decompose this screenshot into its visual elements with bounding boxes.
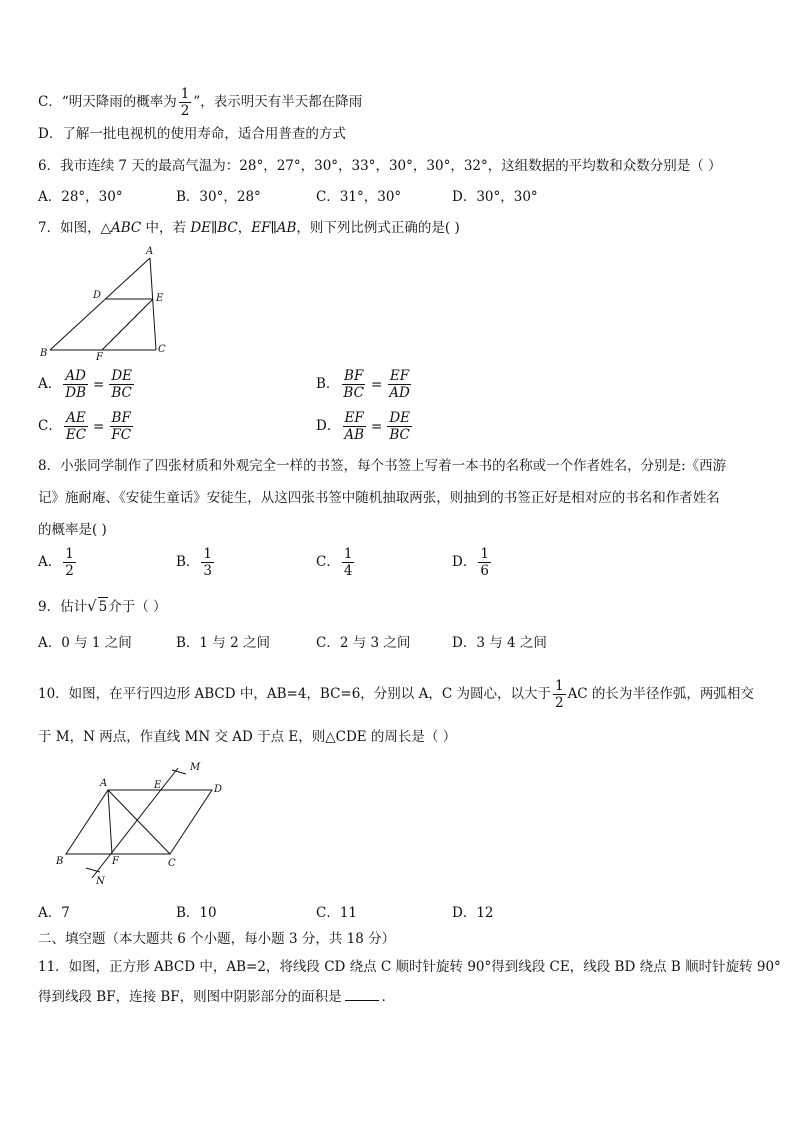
fraction-numerator: BF (111, 410, 131, 426)
fraction-numerator: 1 (180, 86, 190, 102)
fraction (109, 368, 134, 401)
option-label: C． (316, 554, 340, 570)
q5-option-c (38, 86, 362, 119)
q10-parallelogram-figure (52, 756, 232, 890)
fraction-numerator: 1 (554, 678, 564, 694)
label-a: A (146, 246, 154, 257)
equals-sign: = (93, 376, 105, 393)
q5-option-d: D．了解一批电视机的使用寿命，适合用普查的方式 (38, 126, 346, 142)
fraction (63, 368, 88, 401)
label-a: A (100, 778, 108, 789)
option-label: A． (38, 376, 62, 392)
option-label: A． (38, 554, 62, 570)
fraction-numerator: 1 (65, 546, 74, 562)
stem-text: ． (381, 989, 396, 1005)
q10-option-c: C．11 (316, 905, 358, 921)
option-label: C． (38, 94, 62, 110)
label-c: C (158, 344, 166, 355)
fraction (109, 410, 133, 443)
q7-option-b (316, 368, 414, 401)
fraction-denominator: 4 (343, 563, 353, 579)
q7-stem (38, 219, 460, 237)
equals-sign: = (371, 418, 383, 435)
stem-math: △ABC (100, 220, 142, 236)
label-f: F (96, 352, 103, 362)
q8-stem-line2: 记》施耐庵、《安徒生童话》安徒生，从这四张书签中随机抽取两张，则抽到的书签正好是相对应的书名和作者姓名 (38, 490, 720, 506)
q6-option-b: B．30°，28° (176, 189, 261, 205)
fraction-denominator: 2 (554, 695, 564, 711)
label-b: B (56, 856, 64, 867)
q11-stem-line2 (38, 988, 395, 1006)
q9-stem (38, 597, 167, 616)
fraction (478, 546, 491, 579)
equals-sign: = (93, 418, 105, 435)
fraction-denominator: 3 (203, 563, 213, 579)
fraction-numerator: 1 (203, 546, 213, 562)
option-label: B． (316, 376, 340, 392)
label-e: E (154, 780, 162, 791)
label-n: N (96, 876, 105, 887)
fraction-denominator: DB (65, 385, 86, 401)
fraction-denominator: 2 (180, 103, 190, 119)
fraction (179, 86, 192, 119)
label-b: B (40, 348, 48, 359)
fraction-denominator: 2 (65, 563, 74, 579)
sqrt-symbol: √ (87, 597, 97, 615)
q11-stem-line1: 11．如图，正方形 ABCD 中，AB=2，将线段 CD 绕点 C 顺时针旋转 90°得到线段 CE，线段 BD 绕点 B 顺时针旋转 90° (38, 959, 781, 975)
stem-text: 得到线段 BF，连接 BF，则图中阴影部分的面积是 (38, 989, 342, 1005)
line-af (108, 790, 112, 854)
fraction (63, 546, 76, 579)
sqrt-radicand: 5 (98, 599, 108, 615)
fraction-denominator: 6 (480, 563, 489, 579)
fraction-denominator: FC (111, 427, 132, 443)
q7-option-c (38, 410, 135, 443)
fraction-numerator: DE (111, 368, 132, 384)
fraction-denominator: BC (111, 385, 132, 401)
stem-text: AC 的长为半径作弧，两弧相交 (567, 686, 754, 702)
label-d: D (214, 784, 223, 795)
q6-option-a: A．28°，30° (38, 189, 123, 205)
option-label: C． (38, 418, 62, 434)
q8-option-c (316, 546, 356, 579)
fraction (553, 678, 566, 711)
fraction-numerator: EF (344, 410, 364, 426)
q6-option-d: D．30°，30° (452, 189, 538, 205)
stem-text: 10．如图，在平行四边形 ABCD 中，AB=4，BC=6，分别以 A，C 为圆心，以大于 (38, 686, 551, 702)
fraction (201, 546, 214, 579)
stem-math: EF∥AB (251, 220, 297, 236)
line-ac (108, 790, 170, 854)
fraction-numerator: 1 (480, 546, 489, 562)
q8-option-d (452, 546, 493, 579)
fraction-denominator: BC (343, 385, 364, 401)
fraction-denominator: AB (344, 427, 364, 443)
line-ab (50, 258, 150, 350)
q7-option-a (38, 368, 136, 401)
fraction-numerator: BF (344, 368, 364, 384)
q8-stem-line3: 的概率是( ) (38, 522, 107, 538)
fraction-numerator: AD (65, 368, 86, 384)
stem-text: ， (237, 220, 252, 236)
q8-stem-line1: 8．小张同学制作了四张材质和外观完全一样的书签，每个书签上写着一本书的名称或一个作者姓名，分别是:《西游 (38, 458, 727, 474)
stem-text: ，则下列比例式正确的是( ) (296, 220, 460, 236)
q9-option-c: C．2 与 3 之间 (316, 635, 411, 651)
answer-blank[interactable] (345, 1000, 379, 1001)
stem-text: 中，若 (141, 220, 191, 236)
option-text: “明天降雨的概率为 (61, 94, 177, 110)
label-d: D (93, 290, 102, 301)
fraction-numerator: AE (66, 410, 86, 426)
q9-option-d: D．3 与 4 之间 (452, 635, 547, 651)
fraction-denominator: BC (389, 427, 410, 443)
fraction-denominator: EC (65, 427, 87, 443)
q10-stem-line1 (38, 678, 754, 711)
q9-option-a: A．0 与 1 之间 (38, 635, 132, 651)
stem-text: 介于（ ） (108, 599, 167, 615)
fraction (342, 546, 355, 579)
option-text: ”，表示明天有半天都在降雨 (193, 94, 363, 110)
q8-option-b (176, 546, 216, 579)
q10-option-b: B．10 (176, 905, 217, 921)
label-c: C (168, 858, 176, 869)
label-m: M (190, 762, 201, 773)
q10-option-d: D．12 (452, 905, 494, 921)
fraction (387, 368, 412, 401)
stem-text: 7．如图， (38, 220, 101, 236)
fraction-numerator: EF (389, 368, 410, 384)
fraction (387, 410, 412, 443)
equals-sign: = (370, 376, 383, 393)
fraction (341, 368, 366, 401)
label-e: E (156, 293, 164, 304)
stem-math: DE∥BC (190, 220, 238, 236)
q9-option-b: B．1 与 2 之间 (176, 635, 270, 651)
fraction-numerator: 1 (343, 546, 353, 562)
option-label: D． (316, 418, 341, 434)
q10-option-a: A．7 (38, 905, 70, 921)
q10-stem-line2: 于 M，N 两点，作直线 MN 交 AD 于点 E，则△CDE 的周长是（ ） (38, 729, 457, 745)
option-label: B． (176, 554, 200, 570)
fraction (64, 410, 88, 443)
q7-option-d (316, 410, 414, 443)
fraction-numerator: DE (389, 410, 410, 426)
line-ef (102, 299, 153, 350)
q7-triangle-figure (38, 246, 178, 362)
section2-title: 二、填空题（本大题共 6 个小题，每小题 3 分，共 18 分） (38, 931, 396, 947)
fraction-denominator: AD (389, 385, 410, 401)
q6-stem: 6．我市连续 7 天的最高气温为：28°，27°，30°，33°，30°，30°，32°，这组数据的平均数和众数分别是（ ） (38, 158, 722, 174)
label-f: F (112, 856, 119, 867)
line-ac (150, 258, 156, 350)
stem-text: 9．估计 (38, 599, 88, 615)
option-label: D． (452, 554, 477, 570)
q6-option-c: C．31°，30° (316, 189, 402, 205)
q8-option-a (38, 546, 78, 579)
fraction (342, 410, 366, 443)
